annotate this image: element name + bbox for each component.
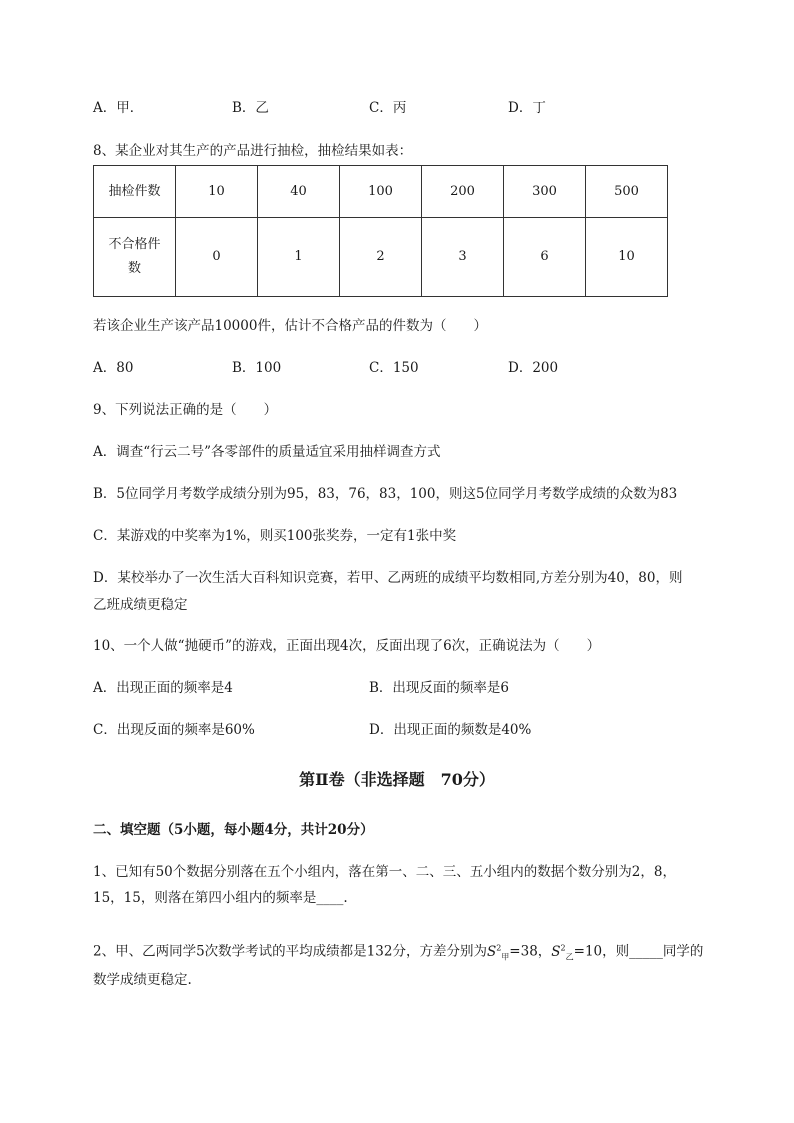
table-cell: 2 (340, 218, 422, 297)
table-cell: 300 (504, 166, 586, 218)
table-cell: 40 (258, 166, 340, 218)
q9-stem: 9、下列说法正确的是（ ） (93, 402, 278, 418)
q9-option-c: C．某游戏的中奖率为1%，则买100张奖券，一定有1张中奖 (93, 528, 457, 544)
q10-option-a: A．出现正面的频率是4 (93, 680, 233, 696)
row-header-defective-line2: 数 (127, 261, 141, 276)
q9-option-b: B．5位同学月考数学成绩分别为95，83，76，83，100，则这5位同学月考数学成绩的众数为83 (93, 486, 678, 502)
table-cell: 100 (340, 166, 422, 218)
f2-text-part1: 2、甲、乙两同学5次数学考试的平均成绩都是132分，方差分别为 (93, 943, 487, 960)
row-header-inspected: 抽检件数 (94, 166, 176, 218)
q9-option-d-line1: D．某校举办了一次生活大百科知识竞赛，若甲、乙两班的成绩平均数相同,方差分别为40，80，则 (93, 570, 683, 586)
table-row (94, 218, 668, 297)
part2-title: 第Ⅱ卷（非选择题 70分） (299, 770, 495, 789)
q10-option-b: B．出现反面的频率是6 (369, 680, 510, 696)
q9-option-a: A．调查“行云二号”各零部件的质量适宜采用抽样调查方式 (93, 444, 441, 460)
table-cell: 500 (586, 166, 668, 218)
q10-option-d: D．出现正面的频数是40% (369, 722, 532, 738)
q8-option-a: A．80 (93, 360, 134, 376)
variance-symbol-jia-sup: 2 (496, 943, 502, 952)
f2-text-part2: =38， (509, 943, 552, 960)
table-cell: 10 (176, 166, 258, 218)
variance-symbol-yi (551, 944, 573, 960)
variance-symbol-yi-sub: 乙 (565, 952, 574, 962)
f2-line2: 数学成绩更稳定. (93, 972, 192, 988)
fill-section-heading: 二、填空题（5小题，每小题4分，共计20分） (93, 822, 374, 838)
f1-line2: 15，15，则落在第四小组内的频率是____. (93, 890, 348, 906)
table-cell: 200 (422, 166, 504, 218)
q7-option-c: C．丙 (369, 100, 407, 116)
variance-symbol-jia-base: S (486, 943, 497, 960)
q7-option-b: B．乙 (232, 100, 269, 116)
row-header-defective (94, 218, 176, 297)
inspection-table (93, 165, 668, 297)
table-cell: 1 (258, 218, 340, 297)
q7-option-a: A．甲． (93, 100, 144, 116)
q8-question: 若该企业生产该产品10000件，估计不合格产品的件数为（ ） (93, 318, 487, 334)
row-header-defective-line1: 不合格件 (108, 237, 161, 252)
q8-option-b: B．100 (232, 360, 282, 376)
f2-text-part3: =10，则_____同学的 (573, 943, 704, 960)
f1-line1: 1、已知有50个数据分别落在五个小组内，落在第一、二、三、五小组内的数据个数分别为2，8， (93, 864, 676, 880)
table-cell: 6 (504, 218, 586, 297)
variance-symbol-jia-sub: 甲 (501, 952, 510, 962)
variance-symbol-yi-base: S (551, 943, 561, 960)
table-cell: 3 (422, 218, 504, 297)
q8-stem: 8、某企业对其生产的产品进行抽检，抽检结果如表： (93, 143, 413, 159)
table-row (94, 166, 668, 218)
variance-symbol-jia (487, 944, 509, 960)
q10-option-c: C．出现反面的频率是60% (93, 722, 255, 738)
f2-line1 (93, 938, 703, 967)
q10-stem: 10、一个人做“抛硬币”的游戏，正面出现4次，反面出现了6次，正确说法为（ ） (93, 638, 601, 654)
q8-option-d: D．200 (508, 360, 559, 376)
q7-option-d: D．丁 (508, 100, 546, 116)
q9-option-d-line2: 乙班成绩更稳定 (93, 597, 188, 613)
table-cell: 0 (176, 218, 258, 297)
variance-symbol-yi-sup: 2 (560, 943, 566, 952)
q8-option-c: C．150 (369, 360, 419, 376)
table-cell: 10 (586, 218, 668, 297)
